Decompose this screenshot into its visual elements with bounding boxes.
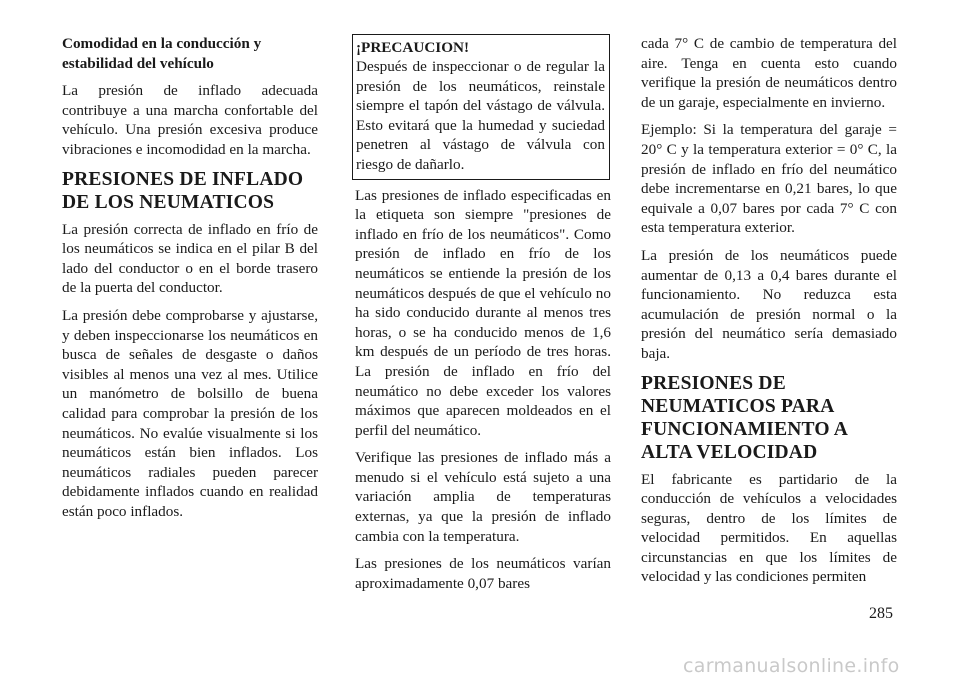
column-3: [641, 34, 897, 595]
watermark: carmanualsonline.info: [683, 655, 900, 677]
column-2: [355, 34, 611, 601]
section-title-high-speed: PRESIONES DE NEUMATICOS PARA FUNCIONAMIENTO A ALTA VELOCIDAD: [641, 372, 847, 463]
intro-paragraph: La presión de inflado adecuada contribuye a una marcha confortable del vehículo. Una presión excesiva produce vibraciones e incomodidad en la marcha.: [62, 82, 318, 158]
paragraph: La presión debe comprobarse y ajustarse, y deben inspeccionarse los neumáticos en busca de señales de desgaste o daños visibles al menos una vez al mes. Utilice un manómetro de bolsillo de buena calidad para comprobar la presión de los neumáticos. No evalúe visualmente si los neumáticos están bien inflados. Los neumáticos radiales pueden parecer debidamente inflados cuando en realidad están poco inflados.: [62, 306, 318, 520]
final-paragraph: El fabricante es partidario de la conducción de vehículos a velocidades seguras, dentro de los límites de velocidad permitidos. En aquellas circunstancias en que los límites de velocidad y las condiciones permiten: [641, 470, 897, 586]
caution-text: Después de inspeccionar o de regular la presión de los neumáticos, reinstale siempre el tapón del vástago de válvula. Esto evitará que la humedad y suciedad penetren al vástago de válvula con riesgo de dañarlo.: [356, 58, 605, 173]
column-1: [62, 34, 318, 529]
paragraph: Las presiones de los neumáticos varían aproximadamente 0,07 bares: [355, 555, 611, 592]
paragraph: Ejemplo: Si la temperatura del garaje = 20° C y la temperatura exterior = 0° C, la presión de inflado en frío del neumático debe incrementarse en 0,21 bares, lo que equivale a 0,07 bares por cada 7° C con esta temperatura exterior.: [641, 121, 897, 237]
paragraph: Las presiones de inflado especificadas en la etiqueta son siempre "presiones de inflado en frío de los neumáticos". Como presión de inflado en frío de los neumáticos se entiende la presión de los neumáticos después de que el vehículo no ha sido conducido durante al menos tres horas, o se ha conducido menos de 1,6 km después de un período de tres horas. La presión de inflado en frío del neumático no debe exceder los valores máximos que aparecen moldeados en el perfil del neumático.: [355, 186, 611, 439]
paragraph: Verifique las presiones de inflado más a menudo si el vehículo está sujeto a una variación amplia de temperaturas externas, ya que la presión de inflado cambia con la temperatura.: [355, 449, 611, 545]
page-number: 285: [869, 605, 893, 622]
paragraph: cada 7° C de cambio de temperatura del aire. Tenga en cuenta esto cuando verifique la presión de neumáticos dentro de un garaje, especialmente en invierno.: [641, 35, 897, 111]
section-title-inflation-pressures: PRESIONES DE INFLADO DE LOS NEUMATICOS: [62, 168, 304, 213]
paragraph: La presión correcta de inflado en frío de los neumáticos se indica en el pilar B del lado del conductor o en el borde trasero de la puerta del conductor.: [62, 220, 318, 297]
paragraph: La presión de los neumáticos puede aumentar de 0,13 a 0,4 bares durante el funcionamiento. No reduzca esta acumulación de presión normal o la presión del neumático sería demasiado baja.: [641, 246, 897, 362]
caution-box: [352, 34, 610, 180]
caution-title: ¡PRECAUCION!: [356, 39, 470, 56]
subheading: Comodidad en la conducción y estabilidad del vehículo: [62, 35, 262, 72]
